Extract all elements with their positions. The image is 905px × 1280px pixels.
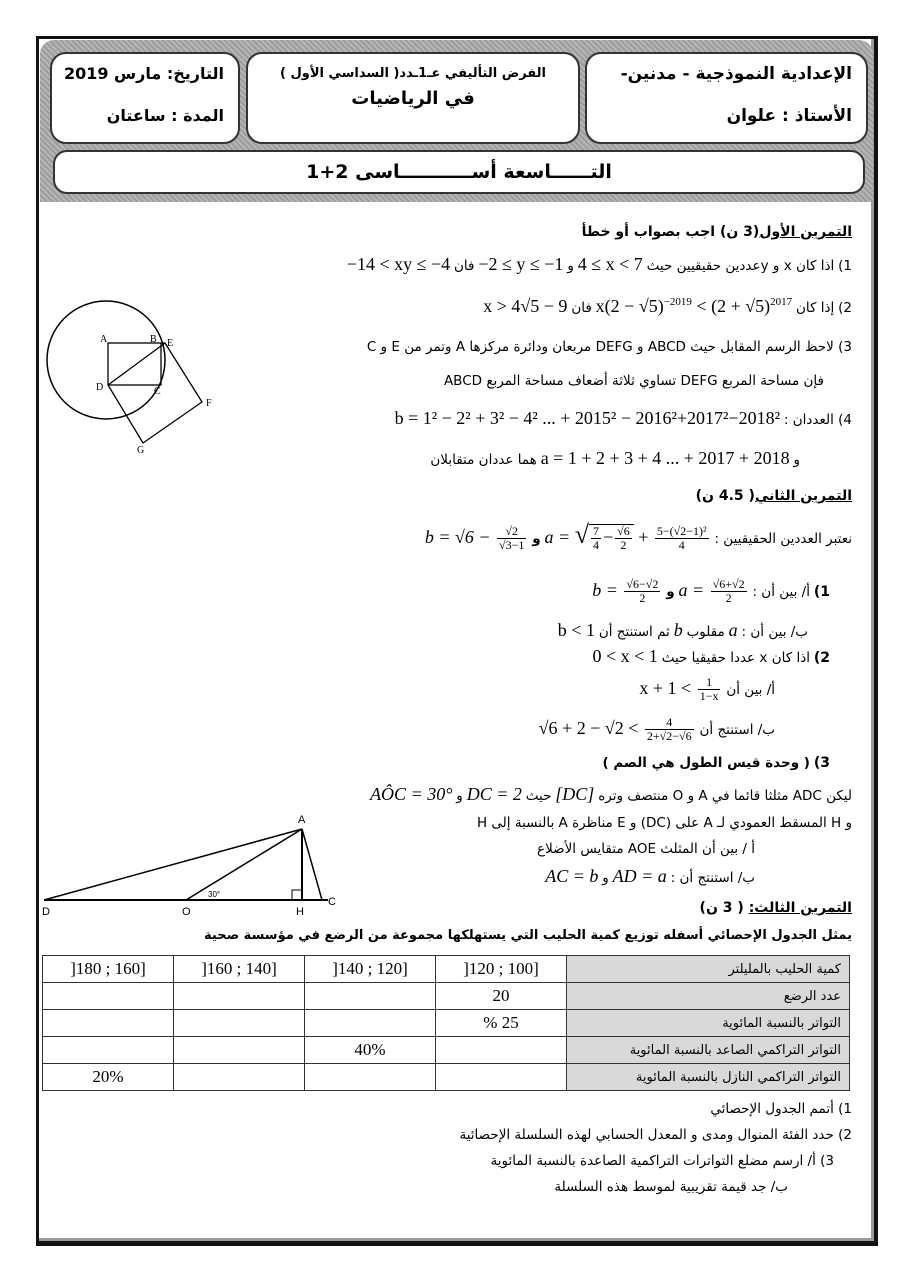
- ex2-q1b-text2: مقلوب: [686, 624, 725, 640]
- exercise-1-title: [582, 224, 852, 240]
- table-cell: [140 ; 160[: [174, 956, 305, 983]
- duration: المدة : ساعتان: [106, 106, 224, 125]
- table-row: [43, 1037, 850, 1064]
- ex1-q1-math3: −14 < xy ≤ −4: [346, 254, 451, 274]
- ex2-intro-text: نعتبر العددين الحقيقيين :: [714, 531, 852, 547]
- ex2-q3-line1-text: ليكن ADC مثلثا قائما في A و O منتصف وتره: [598, 788, 852, 804]
- ex3-q2-text: 2) حدد الفئة المنوال ومدى و المعدل الحسابي لهذه السلسلة الإحصائية: [459, 1127, 852, 1143]
- ex2-a-def: a = √ $\frac{7}{4}$ − $\frac{√6}{2}$ + $\frac{\text{5−(√2−1)²}}{4}$: [544, 520, 707, 553]
- ex2-a-t1d: 4: [592, 538, 599, 553]
- label-a: A: [100, 334, 108, 345]
- ex2-q3-m1: DC = 2: [466, 784, 522, 804]
- ex2-q3-m2: AÔC = 30°: [370, 784, 453, 804]
- label-h: H: [296, 906, 304, 918]
- school-name: الإعدادية النموذجية - مدنين-: [620, 64, 852, 84]
- ex3-intro-text: يمثل الجدول الإحصائي أسفله توزيع كمية الحليب التي يستهلكها مجموعة من الرضع في مؤسسة صحية: [204, 928, 852, 943]
- ex2-q3b-m1: AD = a: [612, 866, 667, 886]
- table-cell: [160 ; 180[: [43, 956, 174, 983]
- ex2-a-plus: +: [638, 527, 649, 547]
- ex2-q2a-d: 1−x: [699, 689, 719, 704]
- ex2-q1b: [558, 620, 808, 641]
- ex2-q1a-and: و: [666, 583, 675, 600]
- ex1-q4-and: و: [793, 452, 800, 468]
- table-row: [43, 956, 850, 983]
- subject: في الرياضيات: [351, 88, 475, 109]
- table-row: [43, 983, 850, 1010]
- ex1-q2-lhs: x(2 − √5): [595, 296, 664, 316]
- ex2-q2a: [639, 676, 775, 703]
- ex1-q2-lhs-exp: −2019: [663, 296, 692, 308]
- table-cell: [174, 1037, 305, 1064]
- grade-box: [53, 150, 865, 194]
- ex1-q4-line1: [395, 408, 852, 429]
- ex2-q3-line1: [370, 784, 852, 805]
- table-row: [43, 1010, 850, 1037]
- ex1-q2-rhs-exp: 2017: [770, 296, 793, 308]
- ex1-q3-text2: فإن مساحة المربع DEFG تساوي ثلاثة أضعاف مساحة المربع ABCD: [443, 373, 824, 389]
- ex2-q1a-a: [678, 578, 748, 605]
- ex2-a-t2d: 2: [620, 538, 627, 553]
- ex1-q3-text1: 3) لاحظ الرسم المقابل حيث ABCD و DEFG مربعان ودائرة مركزها A وتمر من E و C: [366, 339, 852, 355]
- row-label: عدد الرضع: [567, 983, 850, 1010]
- table-cell: [436, 1037, 567, 1064]
- ex2-a-lhs: a =: [544, 527, 571, 547]
- ex1-q2-rhs: (2 + √5): [711, 296, 771, 316]
- circle: [47, 301, 165, 419]
- ex2-b-def: [425, 525, 529, 552]
- ex3-q3b-text: ب/ جد قيمة تقريبية لموسط هذه السلسلة: [554, 1179, 788, 1195]
- date: التاريخ: مارس 2019: [63, 64, 224, 83]
- ex1-q4-text: هما عددان متقابلان: [430, 452, 537, 468]
- exercise-3-title-rest: ( 3 ن): [699, 900, 744, 916]
- exercise-1-title-main: التمرين الأول: [759, 224, 852, 240]
- ex2-q1a-b-n: √6−√2: [626, 577, 659, 591]
- ex2-a-t3n: 5−(√2−1)²: [656, 524, 707, 539]
- ex2-q3b: [545, 866, 755, 887]
- ex2-a-t3d: 4: [678, 538, 685, 553]
- table-cell: [305, 1010, 436, 1037]
- ex2-b-d: √3−1: [499, 538, 525, 553]
- ex2-b-lhs: b = √6 −: [424, 527, 491, 547]
- right-angle-mark: [292, 890, 302, 900]
- ex2-b-n: √2: [497, 525, 526, 539]
- ex3-q3a: [491, 1152, 834, 1170]
- row-label: التواتر التراكمي النازل بالنسبة المائوية: [567, 1064, 850, 1091]
- ex1-q1-num: 1): [838, 258, 852, 274]
- ex1-q2-num: 2): [838, 300, 852, 316]
- ex2-q2-num: 2): [813, 650, 830, 666]
- ex1-figure: [40, 290, 230, 460]
- table-cell: [174, 1064, 305, 1091]
- ex2-q1b-text3: ثم استنتج أن: [598, 624, 670, 640]
- table-cell: [305, 1064, 436, 1091]
- table-cell: [43, 1010, 174, 1037]
- ex2-q3-line2: [477, 814, 852, 832]
- segment-da: [44, 829, 302, 900]
- ex2-q3a-text: أ / بين أن المثلث AOE متقايس الأضلاع: [537, 841, 755, 857]
- ex2-q1b-math: b < 1: [557, 620, 595, 640]
- segment-oa: [186, 829, 302, 900]
- ex1-q1-text: اذا كان x و yعددين حقيقيين حيث: [646, 258, 835, 274]
- ex1-q1-math2: −2 ≤ y ≤ −1: [478, 254, 564, 274]
- table-cell: 25 %: [436, 1010, 567, 1037]
- ex2-q2b-d: 2+√2−√6: [646, 729, 692, 744]
- ex2-q1a-b: [592, 578, 662, 605]
- ex1-q2-text: إذا كان: [795, 300, 835, 316]
- ex2-q2b-math: [539, 716, 696, 743]
- ex2-q3-where: حيث: [525, 788, 552, 804]
- ex2-a-minus: −: [602, 527, 614, 547]
- ex2-q3b-and: و: [602, 870, 609, 886]
- exercise-2-title: [696, 488, 852, 504]
- label-a: A: [298, 814, 306, 826]
- table-cell: [100 ; 120[: [436, 956, 567, 983]
- teacher-name: الأستاذ : علوان: [726, 106, 852, 126]
- ex1-q1-and: و: [567, 258, 574, 274]
- ex1-q1: [347, 254, 852, 275]
- ex2-q3b-text: ب/ استنتج أن :: [670, 870, 755, 886]
- exercise-1-title-rest: (3 ن) اجب بصواب أو خطأ: [581, 224, 760, 240]
- ex2-q2-text: اذا كان x عددا حقيقيا حيث: [661, 650, 810, 666]
- ex3-q1: [710, 1100, 852, 1118]
- table-cell: [174, 983, 305, 1010]
- ex1-q2-math1: [596, 296, 792, 317]
- exercise-2-title-rest: ( 4.5 ن): [695, 488, 755, 504]
- segment-ac: [302, 829, 322, 900]
- ex3-q1-text: 1) أتمم الجدول الإحصائي: [710, 1101, 852, 1117]
- ex2-figure: [40, 805, 360, 920]
- exercise-3-title: [700, 900, 852, 916]
- ex2-q1a: [592, 578, 830, 605]
- ex3-q2: [459, 1126, 852, 1144]
- row-label: كمية الحليب بالمليلتر: [567, 956, 850, 983]
- label-c: C: [154, 386, 161, 397]
- ex2-q2b-text: ب/ استنتج أن: [699, 721, 775, 738]
- ex2-q3-and: و: [456, 788, 463, 804]
- label-e: E: [167, 338, 174, 349]
- label-o: O: [182, 906, 191, 918]
- table-cell: [43, 983, 174, 1010]
- ex1-q3-line2: [444, 372, 824, 390]
- ex2-q1a-a-lhs: a =: [678, 579, 705, 600]
- ex2-q3b-m2: AC = b: [545, 866, 599, 886]
- grade-label: التــــــاسعة أســـــــــــاسى 2+1: [306, 161, 612, 183]
- ex2-a-t1n: 7: [592, 524, 599, 539]
- label-b: B: [150, 334, 157, 345]
- ex2-q3-line2-text: و H المسقط العمودي لـ A على (DC) و E مناظرة A بالنسبة إلى H: [476, 815, 852, 831]
- ex2-q2b: [539, 716, 775, 743]
- exercise-3-title-main: التمرين الثالث:: [748, 900, 852, 916]
- ex2-q2-math: 0 < x < 1: [592, 646, 658, 666]
- row-label: التواتر بالنسبة المائوية: [567, 1010, 850, 1037]
- label-g: G: [137, 445, 145, 456]
- table-row: [43, 1064, 850, 1091]
- ex1-q4-b: b = 1² − 2² + 3² − 4² ... + 2015² − 2016²+2017²−2018²: [394, 408, 780, 428]
- ex1-q4-line2: [430, 448, 800, 469]
- ex2-q1a-text: أ/ بين أن :: [752, 583, 810, 600]
- ex1-q2-then: فان: [571, 300, 592, 316]
- angle-label: 30°: [208, 890, 221, 899]
- ex2-q1a-a-d: 2: [725, 591, 732, 606]
- stats-table: [42, 955, 850, 1091]
- label-c: C: [328, 896, 336, 908]
- ex2-q2: [593, 646, 831, 667]
- segment-de: [108, 343, 165, 385]
- ex1-q2-math2: x > 4√5 − 9: [483, 296, 568, 316]
- ex2-a-t2n: √6: [617, 524, 630, 539]
- table-cell: [174, 1010, 305, 1037]
- exercise-2-title-main: التمرين الثاني: [754, 488, 852, 504]
- label-f: F: [206, 398, 212, 409]
- ex1-q2: [483, 296, 852, 317]
- ex2-and: و: [532, 531, 541, 547]
- ex1-q3-line1: [367, 338, 852, 356]
- label-d: D: [42, 906, 50, 918]
- ex1-q1-then: فان: [454, 258, 475, 274]
- test-title-box: [246, 52, 580, 144]
- table-cell: [120 ; 140[: [305, 956, 436, 983]
- ex3-q3b: [554, 1178, 788, 1196]
- ex2-q3-num: 3): [813, 755, 830, 771]
- ex2-q2a-text: أ/ بين أن: [726, 681, 775, 698]
- ex1-q1-math1: 4 ≤ x < 7: [577, 254, 643, 274]
- row-label: التواتر التراكمي الصاعد بالنسبة المائوية: [567, 1037, 850, 1064]
- ex2-q1b-a: a: [728, 620, 738, 640]
- table-cell: 20: [436, 983, 567, 1010]
- ex2-q1a-a-n: √6+√2: [712, 577, 745, 591]
- ex2-q2a-math: [639, 676, 722, 703]
- ex2-q2a-n: 1: [698, 676, 721, 690]
- table-cell: 40%: [305, 1037, 436, 1064]
- ex2-q1a-b-lhs: b =: [592, 579, 618, 600]
- ex3-q3a-text: 3) أ/ ارسم مضلع التواترات التراكمية الصاعدة بالنسبة المائوية: [490, 1153, 834, 1169]
- ex3-intro: [204, 926, 852, 944]
- ex1-q2-lt: <: [696, 296, 707, 316]
- table-cell: [305, 983, 436, 1010]
- ex2-q1b-b: b: [673, 620, 683, 640]
- date-box: [50, 52, 240, 144]
- table-cell: 20%: [43, 1064, 174, 1091]
- table-cell: [43, 1037, 174, 1064]
- ex2-q2a-lhs: x + 1 <: [639, 677, 692, 698]
- ex2-q3-dc: [DC]: [555, 784, 595, 804]
- label-d: D: [96, 382, 104, 393]
- ex2-intro: [425, 520, 852, 553]
- ex2-q2b-lhs: √6 + 2 − √2 <: [538, 717, 639, 738]
- school-box: [585, 52, 868, 144]
- ex1-q4-label: 4) العددان :: [783, 412, 852, 428]
- table-cell: [436, 1064, 567, 1091]
- ex2-q1-num: 1): [813, 583, 830, 600]
- ex2-q2b-n: 4: [645, 716, 694, 730]
- ex2-q1a-b-d: 2: [639, 591, 646, 606]
- ex2-q3a: [537, 840, 755, 858]
- ex1-q4-a: a = 1 + 2 + 3 + 4 ... + 2017 + 2018: [540, 448, 790, 468]
- test-title: الفرض التأليفي عـ1ـدد( السداسي الأول ): [280, 66, 546, 81]
- ex2-q1b-text1: ب/ بين أن :: [741, 624, 808, 640]
- ex2-q3-note: ( وحدة قيس الطول هي الصم ): [602, 755, 810, 771]
- ex2-q3: [602, 754, 830, 772]
